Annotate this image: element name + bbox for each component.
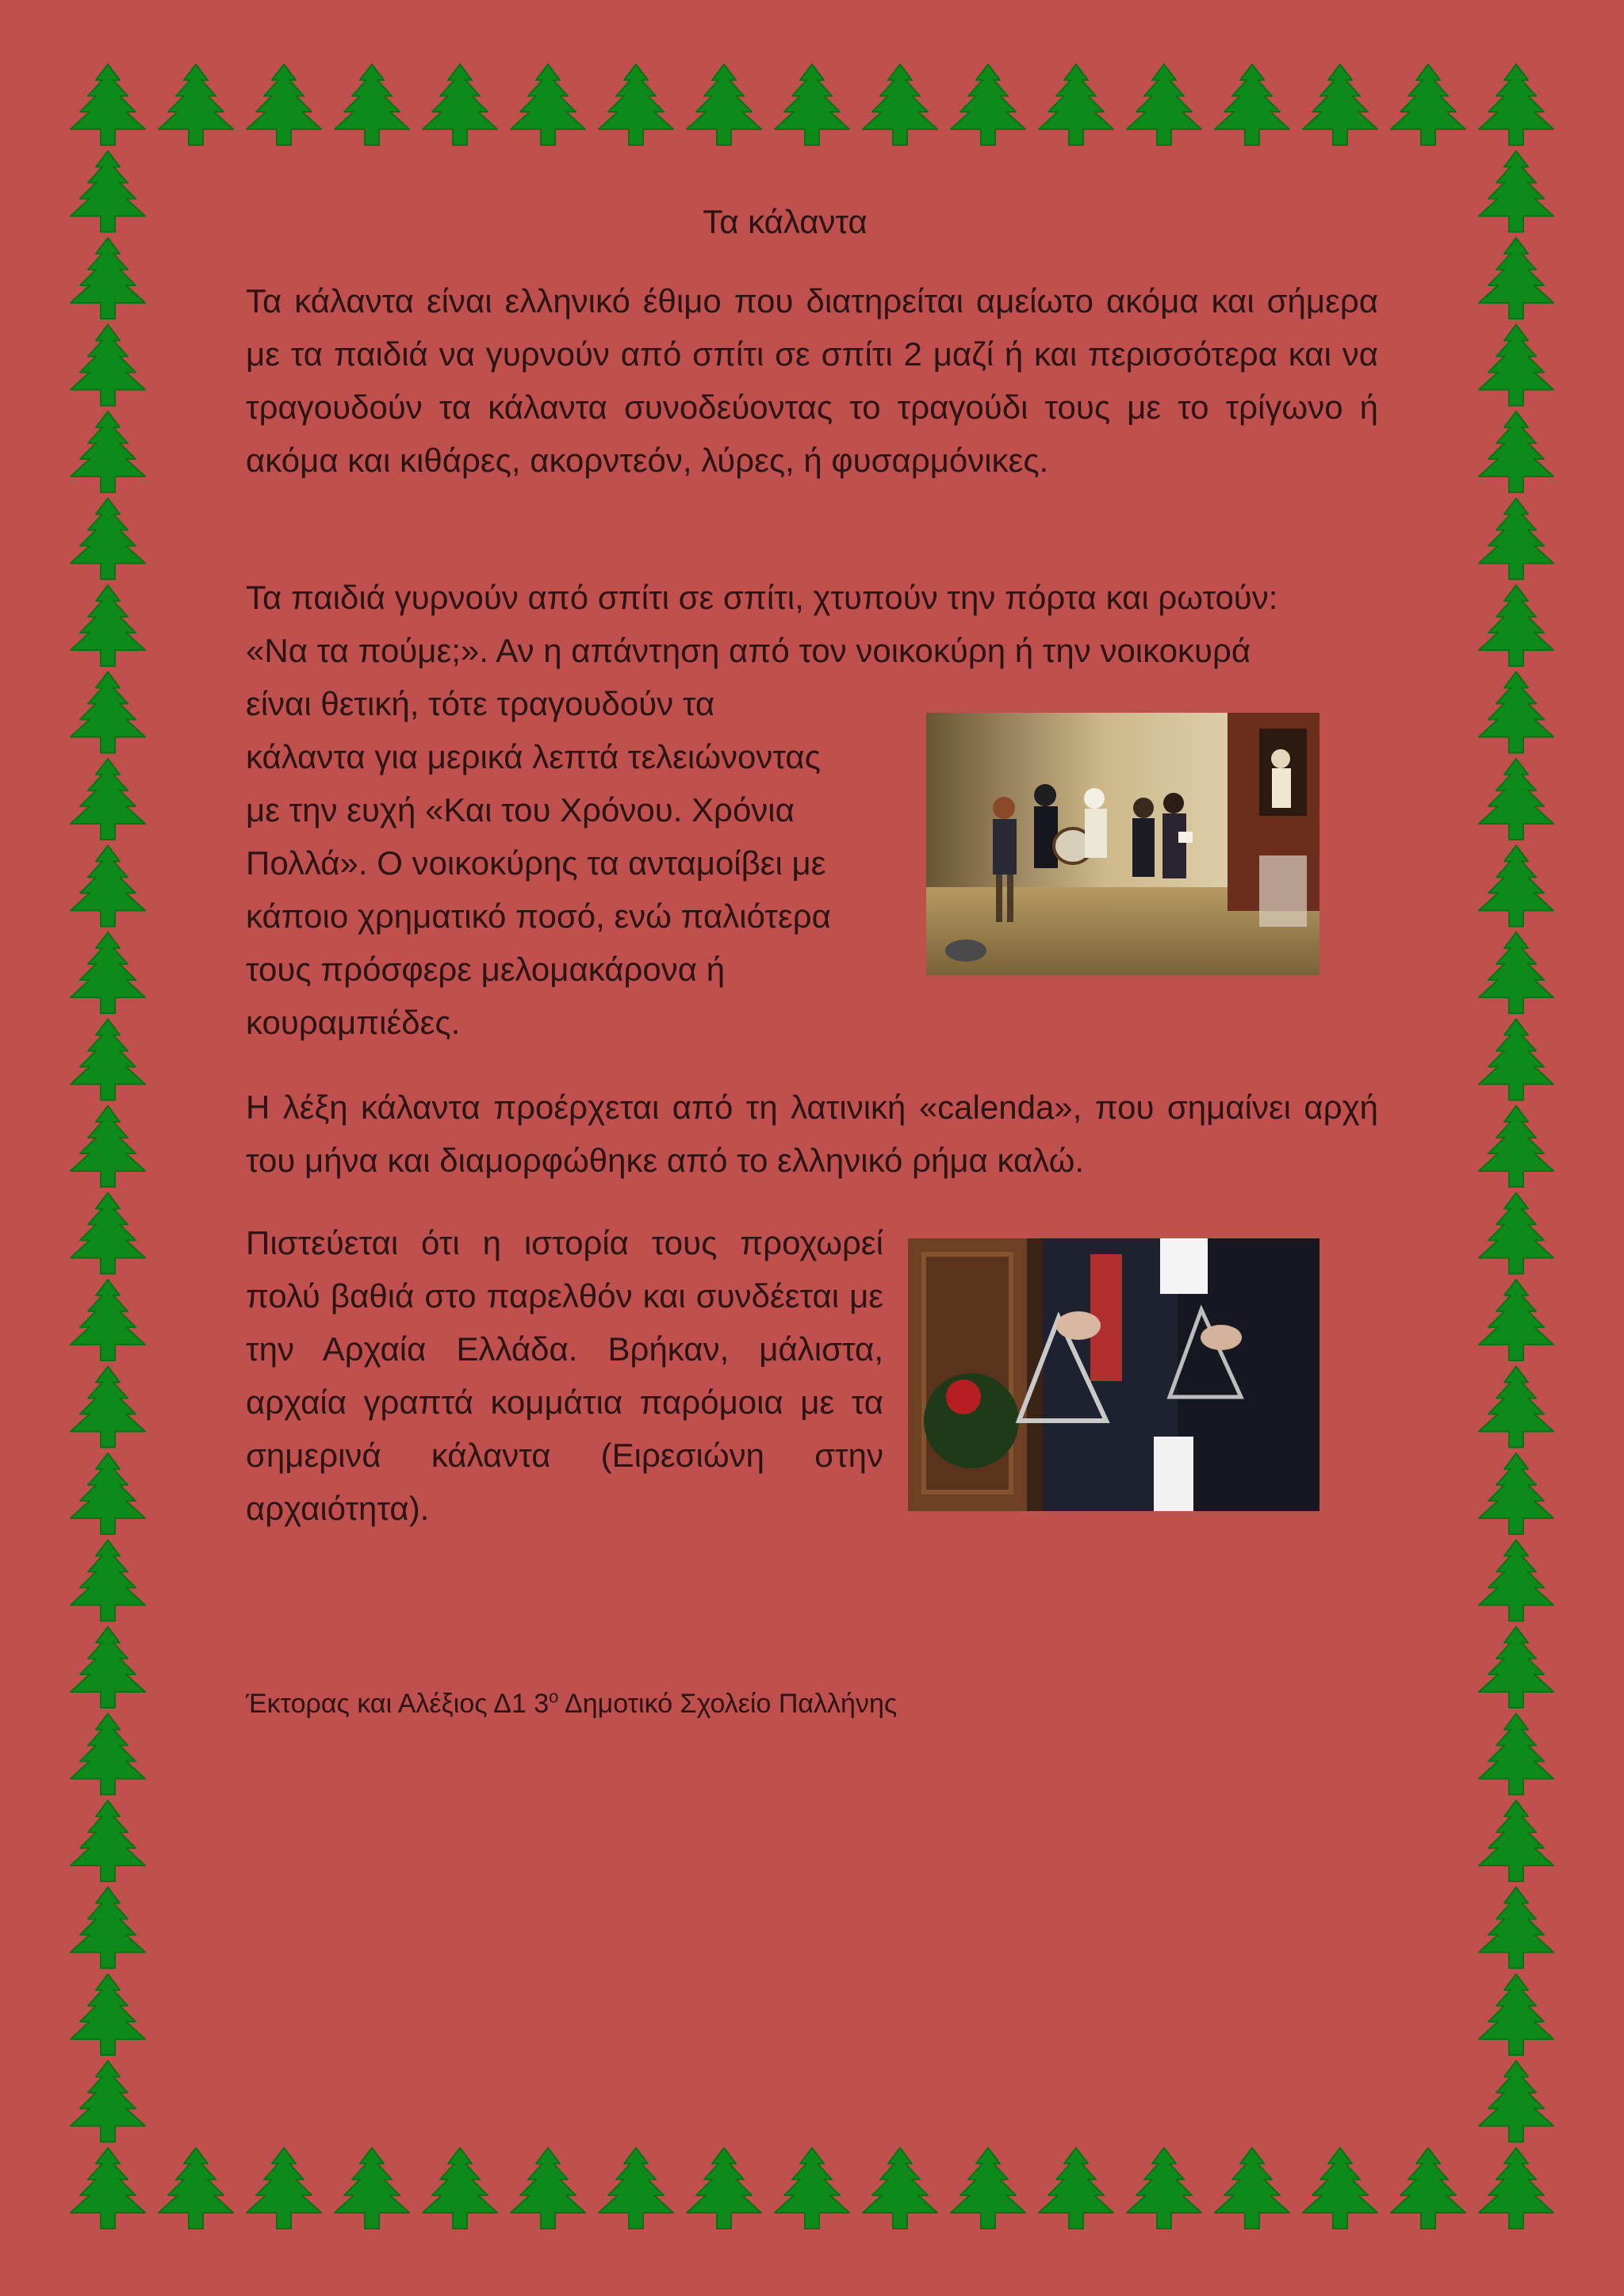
christmas-tree-icon xyxy=(71,2148,145,2229)
christmas-tree-icon xyxy=(71,1627,145,1708)
christmas-tree-icon xyxy=(71,151,145,232)
christmas-tree-icon xyxy=(1479,2148,1553,2229)
christmas-tree-icon xyxy=(1479,932,1553,1013)
christmas-tree-icon xyxy=(71,64,145,145)
paragraph-line: Τα παιδιά γυρνούν από σπίτι σε σπίτι, χτυπούν την πόρτα και ρωτούν: xyxy=(246,579,1278,616)
christmas-tree-icon xyxy=(1479,325,1553,406)
paragraph-intro: Τα κάλαντα είναι ελληνικό έθιμο που διατηρείται αμείωτο ακόμα και σήμερα με τα παιδιά να γυρνούν από σπίτι σε σπίτι 2 μαζί ή και περισσότερα και να τραγουδούν τα κάλαντα συνοδεύοντας το τραγούδι τους με το τρίγωνο ή ακόμα και κιθάρες, ακορντεόν, λύρες, ή φυσαρμόνικες. xyxy=(246,282,1378,479)
christmas-tree-icon xyxy=(71,1280,145,1360)
christmas-tree-icon xyxy=(1479,1106,1553,1187)
christmas-tree-icon xyxy=(71,238,145,319)
christmas-tree-icon xyxy=(599,64,673,145)
paragraph-line: «Να τα πούμε;». Αν η απάντηση από τον νοικοκύρη ή την νοικοκυρά xyxy=(246,632,1251,669)
christmas-tree-icon xyxy=(1391,64,1465,145)
paragraph-line: κάποιο χρηματικό ποσό, ενώ παλιότερα xyxy=(246,897,831,935)
christmas-tree-icon xyxy=(71,325,145,406)
christmas-tree-icon xyxy=(1479,846,1553,927)
footer-superscript: ο xyxy=(549,1686,559,1707)
christmas-tree-icon xyxy=(423,2148,497,2229)
christmas-tree-icon xyxy=(71,1367,145,1448)
christmas-tree-icon xyxy=(423,64,497,145)
christmas-tree-icon xyxy=(1479,151,1553,232)
paragraph-line: με την ευχή «Και του Χρόνου. Χρόνια xyxy=(246,791,795,828)
christmas-tree-icon xyxy=(71,1540,145,1621)
paragraph-line: είναι θετική, τότε τραγουδούν τα xyxy=(246,685,715,722)
christmas-tree-icon xyxy=(1039,64,1113,145)
christmas-tree-icon xyxy=(71,1714,145,1795)
christmas-tree-icon xyxy=(71,1193,145,1274)
paragraph-etymology: Η λέξη κάλαντα προέρχεται από τη λατινική «calenda», που σημαίνει αρχή του μήνα και διαμορφώθηκε από το ελληνικό ρήμα καλώ. xyxy=(246,1089,1378,1179)
paragraph-line: κουραμπιέδες. xyxy=(246,1004,461,1041)
christmas-tree-icon xyxy=(1479,1627,1553,1708)
christmas-tree-icon xyxy=(687,64,761,145)
christmas-tree-icon xyxy=(71,499,145,580)
christmas-tree-icon xyxy=(1391,2148,1465,2229)
christmas-tree-icon xyxy=(1479,64,1553,145)
christmas-tree-icon xyxy=(1215,64,1289,145)
christmas-tree-icon xyxy=(687,2148,761,2229)
christmas-tree-icon xyxy=(71,759,145,840)
christmas-tree-icon xyxy=(951,2148,1025,2229)
christmas-tree-icon xyxy=(1479,499,1553,580)
christmas-tree-icon xyxy=(71,932,145,1013)
christmas-tree-icon xyxy=(1479,238,1553,319)
footer-school: Δημοτικό Σχολείο Παλλήνης xyxy=(558,1689,898,1719)
paragraph-line: κάλαντα για μερικά λεπτά τελειώνοντας xyxy=(246,738,821,775)
christmas-tree-icon xyxy=(775,2148,849,2229)
christmas-tree-icon xyxy=(71,585,145,666)
christmas-tree-icon xyxy=(1479,1974,1553,2055)
christmas-tree-icon xyxy=(863,2148,937,2229)
christmas-tree-icon xyxy=(1479,1193,1553,1274)
christmas-tree-icon xyxy=(247,64,321,145)
carol-singers-painting xyxy=(926,713,1320,975)
christmas-tree-icon xyxy=(1479,759,1553,840)
christmas-tree-icon xyxy=(1479,1020,1553,1100)
christmas-tree-icon xyxy=(335,64,409,145)
authors-footer xyxy=(246,1684,897,1724)
christmas-tree-icon xyxy=(1127,2148,1201,2229)
christmas-tree-icon xyxy=(71,672,145,753)
christmas-tree-icon xyxy=(1215,2148,1289,2229)
page-title: Τα κάλαντα xyxy=(703,203,868,240)
christmas-tree-icon xyxy=(1479,1367,1553,1448)
christmas-tree-icon xyxy=(1479,1714,1553,1795)
christmas-tree-icon xyxy=(1303,64,1377,145)
christmas-tree-icon xyxy=(71,1888,145,1969)
christmas-tree-icon xyxy=(511,2148,585,2229)
christmas-tree-icon xyxy=(71,1974,145,2055)
christmas-tree-icon xyxy=(71,846,145,927)
christmas-tree-icon xyxy=(71,2061,145,2142)
christmas-tree-icon xyxy=(863,64,937,145)
christmas-tree-icon xyxy=(1479,585,1553,666)
christmas-tree-icon xyxy=(335,2148,409,2229)
christmas-tree-icon xyxy=(71,1453,145,1534)
christmas-tree-icon xyxy=(1479,1453,1553,1534)
children-triangle-photo xyxy=(908,1238,1320,1511)
paragraph-line: Πολλά». Ο νοικοκύρης τα ανταμοίβει με xyxy=(246,844,826,882)
christmas-tree-icon xyxy=(1479,1540,1553,1621)
christmas-tree-icon xyxy=(1303,2148,1377,2229)
christmas-tree-icon xyxy=(1479,1280,1553,1360)
christmas-tree-icon xyxy=(71,1106,145,1187)
christmas-tree-icon xyxy=(1479,2061,1553,2142)
christmas-tree-icon xyxy=(1039,2148,1113,2229)
christmas-tree-icon xyxy=(71,1020,145,1100)
christmas-tree-icon xyxy=(599,2148,673,2229)
christmas-tree-icon xyxy=(71,1800,145,1881)
christmas-tree-icon xyxy=(1479,1800,1553,1881)
christmas-tree-icon xyxy=(1127,64,1201,145)
christmas-tree-icon xyxy=(1479,672,1553,753)
christmas-tree-icon xyxy=(951,64,1025,145)
christmas-tree-icon xyxy=(247,2148,321,2229)
christmas-tree-icon xyxy=(159,2148,233,2229)
paragraph-line: τους πρόσφερε μελομακάρονα ή xyxy=(246,951,726,988)
christmas-tree-icon xyxy=(1479,411,1553,492)
footer-text: Έκτορας και Αλέξιος Δ1 3 xyxy=(246,1689,550,1719)
christmas-tree-icon xyxy=(511,64,585,145)
christmas-tree-icon xyxy=(159,64,233,145)
christmas-tree-icon xyxy=(71,411,145,492)
christmas-tree-icon xyxy=(775,64,849,145)
paragraph-history: Πιστεύεται ότι η ιστορία τους προχωρεί πολύ βαθιά στο παρελθόν και συνδέεται με την Αρχαία Ελλάδα. Βρήκαν, μάλιστα, αρχαία γραπτά κομμάτια παρόμοια με τα σημερινά κάλαντα (Ειρεσιώνη στην αρχαιότητα). xyxy=(246,1224,883,1527)
christmas-tree-icon xyxy=(1479,1888,1553,1969)
